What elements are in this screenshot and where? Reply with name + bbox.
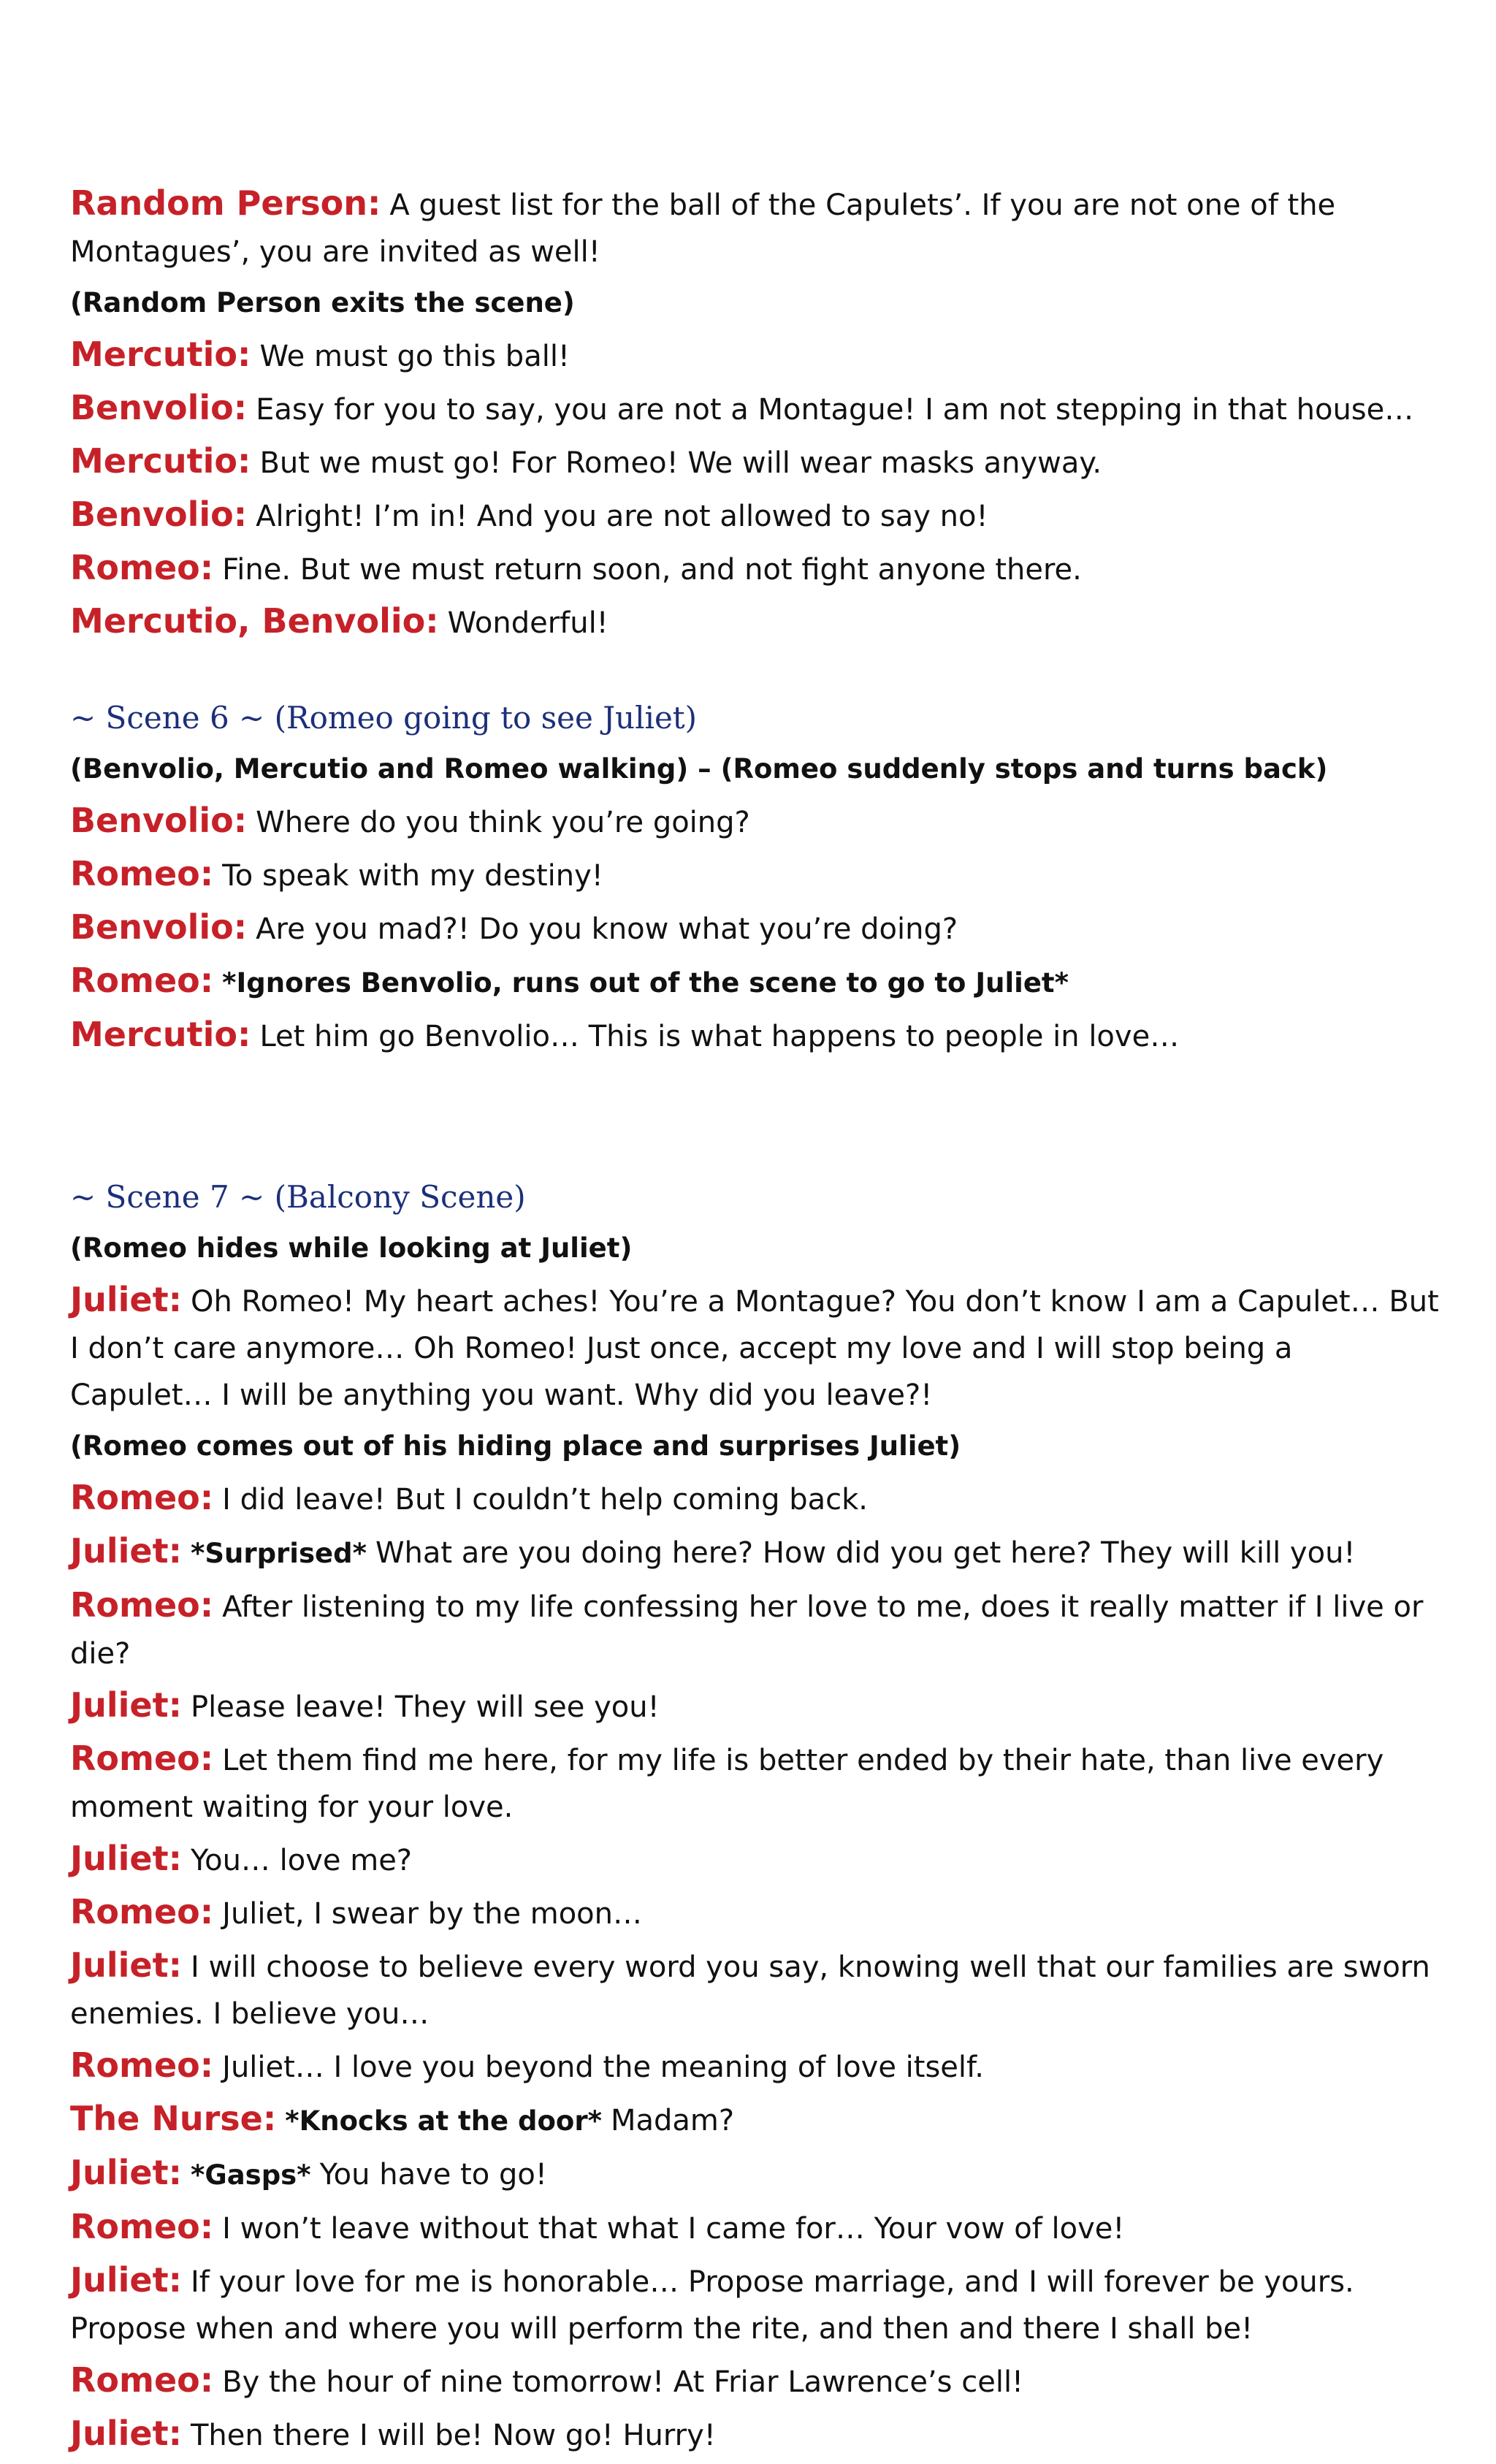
dialogue-line xyxy=(70,331,1443,380)
dialogue-text: Let him go Benvolio… This is what happens to people in love… xyxy=(259,1020,1180,1053)
stage-direction: (Romeo hides while looking at Juliet) xyxy=(70,1232,633,1264)
dialogue-text: Let them find me here, for my life is better ended by their hate, than live every moment waiting for your love. xyxy=(70,1744,1384,1824)
speaker-name: Romeo: xyxy=(70,1892,214,1931)
dialogue-line xyxy=(70,850,1443,899)
speaker-name: Juliet: xyxy=(70,1531,182,1571)
dialogue-text: Oh Romeo! My heart aches! You’re a Montague? You don’t know I am a Capulet… But I don’t care anymore… Oh Romeo! Just once, accept my love and I will stop being a Capulet… I will be anything you want. Why did you leave?! xyxy=(70,1285,1439,1412)
speaker-name: Juliet: xyxy=(70,1685,182,1725)
dialogue-text: Juliet… I love you beyond the meaning of love itself. xyxy=(222,2051,984,2084)
speaker-name: Romeo: xyxy=(70,2207,214,2246)
dialogue-line xyxy=(70,904,1443,953)
dialogue-line xyxy=(70,2149,1443,2199)
dialogue-text: To speak with my destiny! xyxy=(222,859,603,893)
dialogue-line xyxy=(70,1474,1443,1523)
speaker-name: Romeo: xyxy=(70,2045,214,2085)
dialogue-text: By the hour of nine tomorrow! At Friar Lawrence’s cell! xyxy=(222,2365,1024,2399)
speaker-name: Juliet: xyxy=(70,2260,182,2300)
dialogue-text: You have to go! xyxy=(319,2158,547,2192)
dialogue-text: But we must go! For Romeo! We will wear masks anyway. xyxy=(259,446,1102,480)
script-page xyxy=(70,180,1443,2463)
dialogue-line xyxy=(70,1276,1443,1419)
dialogue-text: We must go this ball! xyxy=(259,340,570,373)
scene-6-lines xyxy=(70,746,1443,1060)
dialogue-text: Fine. But we must return soon, and not fight anyone there. xyxy=(222,553,1082,587)
dialogue-line xyxy=(70,2357,1443,2406)
scene-7-lines xyxy=(70,1225,1443,2459)
dialogue-text: Juliet, I swear by the moon… xyxy=(222,1897,642,1931)
inline-stage-direction: *Knocks at the door* xyxy=(285,2105,602,2137)
speaker-name: Juliet: xyxy=(70,1839,182,1878)
scene-7-heading: ~ Scene 7 ~ (Balcony Scene) xyxy=(70,1179,526,1215)
speaker-name: Mercutio: xyxy=(70,441,251,481)
inline-stage-direction: *Ignores Benvolio, runs out of the scene to go to Juliet* xyxy=(222,967,1069,999)
dialogue-text: I will choose to believe every word you say, knowing well that our families are sworn enemies. I believe you… xyxy=(70,1950,1430,2031)
dialogue-text: Please leave! They will see you! xyxy=(190,1690,660,1724)
block1 xyxy=(70,180,1443,646)
dialogue-text: Madam? xyxy=(610,2104,735,2137)
speaker-name: Romeo: xyxy=(70,548,214,587)
dialogue-text: I did leave! But I couldn’t help coming back. xyxy=(222,1483,868,1517)
dialogue-text: I won’t leave without that what I came for… Your vow of love! xyxy=(222,2212,1125,2246)
speaker-name: Romeo: xyxy=(70,1585,214,1625)
dialogue-line xyxy=(70,2095,1443,2145)
dialogue-line xyxy=(70,1011,1443,1060)
dialogue-text: You… love me? xyxy=(190,1844,413,1877)
dialogue-text: Are you mad?! Do you know what you’re doing? xyxy=(256,912,958,946)
dialogue-line xyxy=(70,384,1443,433)
speaker-name: Juliet: xyxy=(70,2153,182,2192)
dialogue-line xyxy=(70,544,1443,593)
dialogue-line xyxy=(70,180,1443,275)
dialogue-text: Alright! I’m in! And you are not allowed to say no! xyxy=(256,500,988,533)
stage-direction: (Random Person exits the scene) xyxy=(70,287,575,319)
dialogue-line xyxy=(70,2410,1443,2459)
speaker-name: Mercutio: xyxy=(70,335,251,374)
dialogue-text: If your love for me is honorable… Propose marriage, and I will forever be yours. Propose when and where you will perform the rite, and then and there I shall be! xyxy=(70,2265,1354,2346)
dialogue-line xyxy=(70,2042,1443,2091)
dialogue-line xyxy=(70,1682,1443,1731)
speaker-name: Romeo: xyxy=(70,2360,214,2400)
speaker-name: Romeo: xyxy=(70,1739,214,1778)
dialogue-line xyxy=(70,797,1443,846)
inline-stage-direction: *Surprised* xyxy=(190,1538,367,1569)
dialogue-text: Easy for you to say, you are not a Montague! I am not stepping in that house… xyxy=(256,393,1414,427)
speaker-name: Benvolio: xyxy=(70,388,248,427)
dialogue-text: Wonderful! xyxy=(447,606,608,640)
dialogue-line xyxy=(70,491,1443,540)
speaker-name: Mercutio: xyxy=(70,1015,251,1054)
dialogue-line xyxy=(70,1735,1443,1831)
spacer xyxy=(70,1064,1443,1174)
dialogue-line xyxy=(70,2203,1443,2252)
dialogue-line xyxy=(70,1527,1443,1577)
speaker-name: Juliet: xyxy=(70,1945,182,1985)
speaker-name: Romeo: xyxy=(70,854,214,893)
speaker-name: Benvolio: xyxy=(70,495,248,534)
dialogue-text: What are you doing here? How did you get here? They will kill you! xyxy=(375,1536,1356,1570)
speaker-name: Benvolio: xyxy=(70,907,248,947)
speaker-name: Romeo: xyxy=(70,1478,214,1517)
dialogue-text: A guest list for the ball of the Capulets’. If you are not one of the Montagues’, you are invited as well! xyxy=(70,188,1336,269)
speaker-name: The Nurse: xyxy=(70,2099,277,2138)
dialogue-text: Where do you think you’re going? xyxy=(256,806,750,839)
dialogue-line xyxy=(70,1888,1443,1937)
stage-direction: (Romeo comes out of his hiding place and surprises Juliet) xyxy=(70,1430,961,1462)
dialogue-line xyxy=(70,2257,1443,2352)
scene-6-heading: ~ Scene 6 ~ (Romeo going to see Juliet) xyxy=(70,700,698,736)
dialogue-line xyxy=(70,598,1443,646)
inline-stage-direction: *Gasps* xyxy=(190,2159,311,2191)
speaker-name: Romeo: xyxy=(70,961,214,1000)
speaker-name: Juliet: xyxy=(70,1280,182,1319)
dialogue-line xyxy=(70,1835,1443,1884)
stage-direction: (Benvolio, Mercutio and Romeo walking) – (Romeo suddenly stops and turns back) xyxy=(70,753,1328,785)
spacer xyxy=(70,651,1443,695)
dialogue-line xyxy=(70,438,1443,487)
dialogue-line xyxy=(70,957,1443,1007)
dialogue-text: Then there I will be! Now go! Hurry! xyxy=(190,2419,716,2452)
speaker-name: Random Person: xyxy=(70,183,381,223)
speaker-name: Juliet: xyxy=(70,2414,182,2453)
dialogue-line xyxy=(70,1942,1443,2037)
speaker-name: Benvolio: xyxy=(70,801,248,840)
speaker-name: Mercutio, Benvolio: xyxy=(70,601,439,641)
dialogue-text: After listening to my life confessing her love to me, does it really matter if I live or die? xyxy=(70,1590,1424,1671)
dialogue-line xyxy=(70,1582,1443,1677)
